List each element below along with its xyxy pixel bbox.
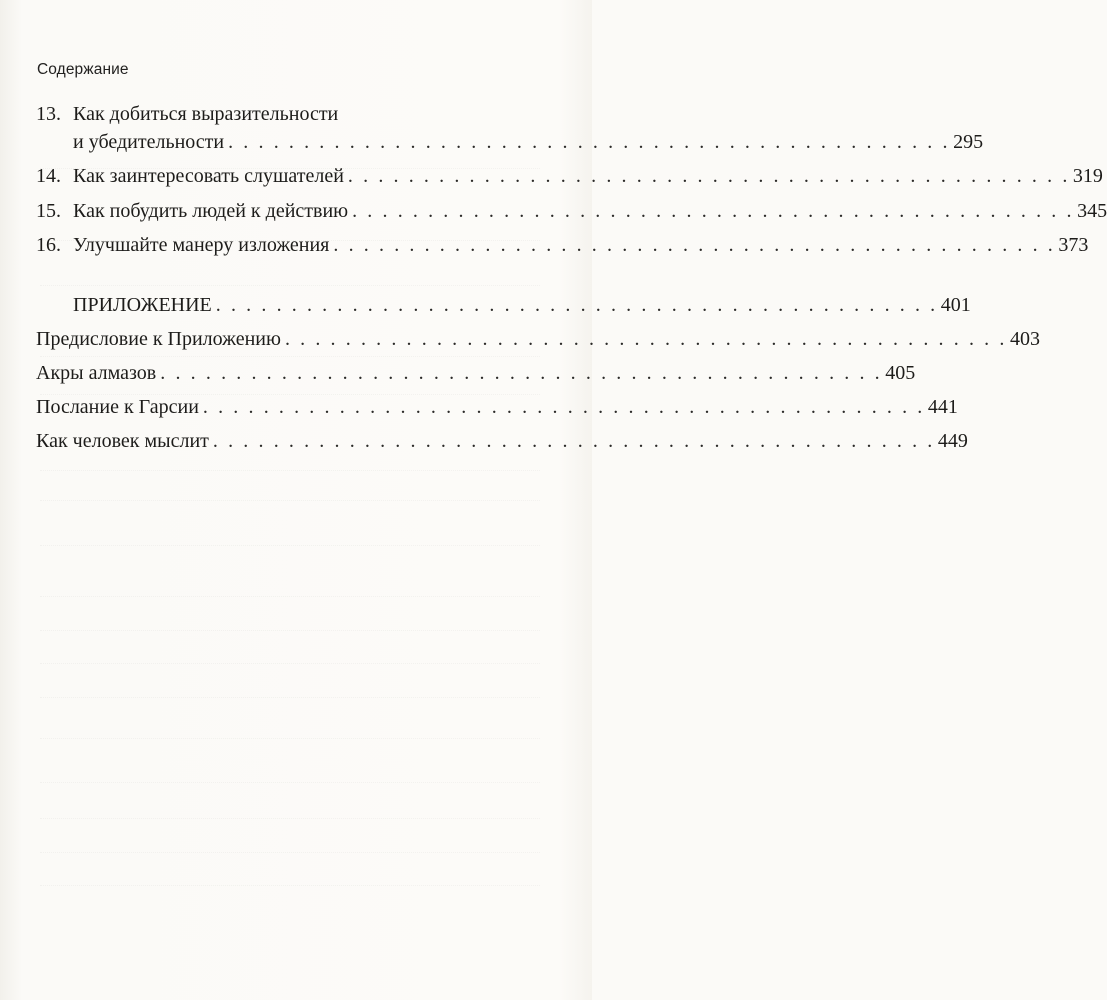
toc-entry-acres-of-diamonds[interactable] [36, 359, 916, 387]
toc-entry-15[interactable] [36, 197, 1107, 225]
toc-page-number: 401 [940, 294, 971, 316]
toc-entry-13-line1 [36, 100, 538, 128]
dot-leader: . . . . . . . . . . . . . . . . . . . . . . . . . . . . . . . . . . . . . . . . . . . . . . . . [284, 328, 1007, 350]
toc-entry-title: Как человек мыслит [36, 430, 209, 452]
toc-entry-as-a-man-thinketh[interactable] [36, 427, 968, 455]
toc-entry-title: Как заинтересовать слушателей [73, 165, 344, 187]
dot-leader: . . . . . . . . . . . . . . . . . . . . . . . . . . . . . . . . . . . . . . . . . . . . . . . . [228, 131, 951, 153]
toc-entry-16[interactable] [36, 231, 1089, 259]
dot-leader: . . . . . . . . . . . . . . . . . . . . . . . . . . . . . . . . . . . . . . . . . . . . . . . . [160, 362, 883, 384]
toc-entry-title: ПРИЛОЖЕНИЕ [73, 294, 212, 316]
toc-page-number: 449 [937, 430, 968, 452]
toc-entry-title: Акры алмазов [36, 362, 157, 384]
toc-entry-number: 16. [36, 234, 61, 256]
toc-entry-title: Послание к Гарсии [36, 396, 199, 418]
toc-page-number: 441 [927, 396, 958, 418]
dot-leader: . . . . . . . . . . . . . . . . . . . . . . . . . . . . . . . . . . . . . . . . . . . . . . . . [212, 430, 935, 452]
toc-entry-title: Предисловие к Приложению [36, 328, 281, 350]
toc-page-number: 373 [1058, 234, 1089, 256]
toc-entry-title: и убедительности [73, 131, 225, 153]
toc-page-number: 295 [953, 131, 984, 153]
toc-page-number: 405 [885, 362, 916, 384]
toc-page-number: 345 [1077, 200, 1107, 222]
toc-entry-title: Как побудить людей к действию [73, 200, 349, 222]
toc-entry-title: Как добиться выразительности [73, 103, 339, 125]
toc-entry-title: Улучшайте манеру изложения [73, 234, 330, 256]
dot-leader: . . . . . . . . . . . . . . . . . . . . . . . . . . . . . . . . . . . . . . . . . . . . . . . . [215, 294, 938, 316]
toc-entry-number: 14. [36, 165, 61, 187]
toc-entry-number: 13. [36, 103, 61, 125]
toc-entry-13-line2[interactable] [36, 128, 984, 156]
dot-leader: . . . . . . . . . . . . . . . . . . . . . . . . . . . . . . . . . . . . . . . . . . . . . . . . [333, 234, 1056, 256]
toc-entry-appendix[interactable] [36, 291, 971, 319]
toc-entry-appendix-preface[interactable] [36, 325, 1040, 353]
dot-leader: . . . . . . . . . . . . . . . . . . . . . . . . . . . . . . . . . . . . . . . . . . . . . . . . [347, 165, 1070, 187]
toc-page-number: 319 [1072, 165, 1103, 187]
page-header: Содержание [37, 61, 129, 78]
toc-entry-14[interactable] [36, 162, 1103, 190]
toc-entry-number: 15. [36, 200, 61, 222]
dot-leader: . . . . . . . . . . . . . . . . . . . . . . . . . . . . . . . . . . . . . . . . . . . . . . . . [202, 396, 925, 418]
toc-page-number: 403 [1009, 328, 1040, 350]
toc-entry-message-to-garcia[interactable] [36, 393, 958, 421]
dot-leader: . . . . . . . . . . . . . . . . . . . . . . . . . . . . . . . . . . . . . . . . . . . . . . . . [352, 200, 1075, 222]
